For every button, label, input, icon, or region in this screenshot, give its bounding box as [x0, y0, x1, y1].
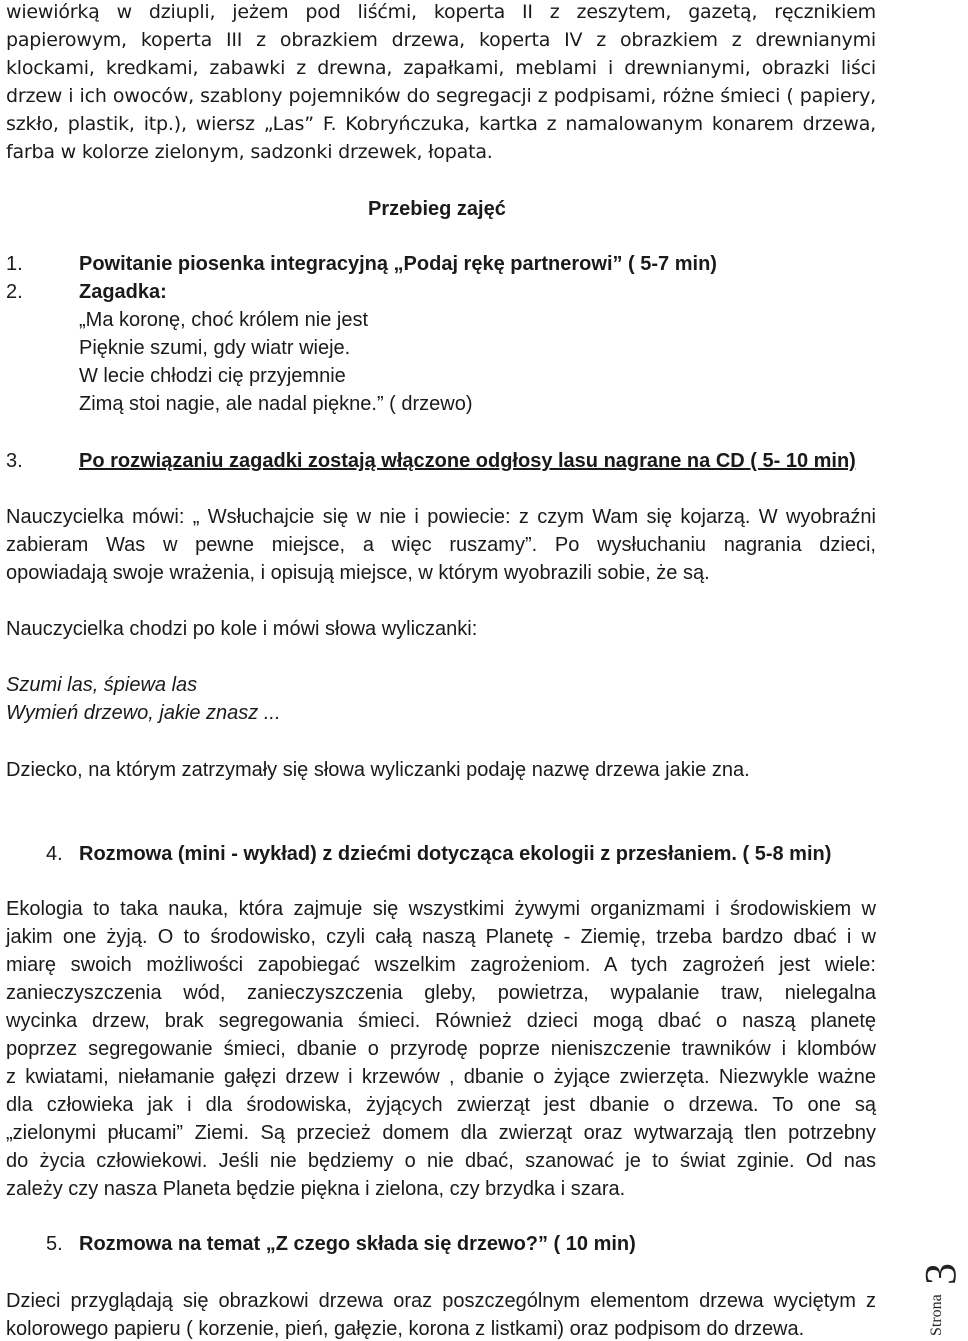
ecology-paragraph-line: jakim one żyją. O to środowisko, czyli całą naszą Planetę - Ziemię, trzeba bardzo dbać i w: [6, 926, 876, 948]
item-1-title: Powitanie piosenka integracyjną „Podaj rękę partnerowi” ( 5-7 min): [79, 253, 717, 275]
child-paragraph: Dziecko, na którym zatrzymały się słowa wyliczanki podaję nazwę drzewa jakie zna.: [6, 759, 750, 781]
item-4-number: 4.: [46, 843, 63, 865]
item-2-title: Zagadka:: [79, 281, 167, 303]
section-title: Przebieg zajęć: [368, 198, 506, 220]
item-3-number: 3.: [6, 450, 23, 472]
rhyme-line: Szumi las, śpiewa las: [6, 674, 198, 696]
riddle-line: „Ma koronę, choć królem nie jest: [79, 309, 369, 331]
ecology-paragraph-line: wycinka drzew, brak segregowania śmieci. Również dzieci mogą dbać o naszą planetę: [6, 1010, 876, 1032]
ecology-paragraph-line: zależy czy nasza Planeta będzie piękna i zielona, czy brzydka i szara.: [6, 1178, 626, 1200]
item-4-title: Rozmowa (mini - wykład) z dziećmi dotycząca ekologii z przesłaniem. ( 5-8 min): [79, 843, 832, 865]
item-1-number: 1.: [6, 253, 23, 275]
page-label: Strona: [928, 1294, 945, 1336]
ecology-paragraph-line: z kwiatami, niełamanie gałęzi drzew i krzewów , dbanie o żyjące zwierzęta. Niezwykle ważne: [6, 1066, 876, 1088]
ecology-paragraph-line: zanieczyszczenia wód, zanieczyszczenia gleby, powietrza, wypalanie traw, nielegalna: [6, 982, 876, 1004]
intro-line-5: szkło, plastik, itp.), wiersz „Las” F. Kobryńczuka, kartka z namalowanym konarem drzewa,: [6, 113, 876, 135]
intro-line-3: klockami, kredkami, zabawki z drewna, zapałkami, meblami i drewnianymi, obrazki liści: [6, 57, 876, 79]
item-5-title: Rozmowa na temat „Z czego składa się drzewo?” ( 10 min): [79, 1233, 636, 1255]
teacher-paragraph-line: opowiadają swoje wrażenia, i opisują miejsce, w którym wyobrazili sobie, że są.: [6, 562, 710, 584]
page-footer: [916, 1252, 968, 1340]
teacher-paragraph-line: zabieram Was w pewne miejsce, a więc ruszamy”. Po wysłuchaniu nagrania dzieci,: [6, 534, 876, 556]
walk-paragraph: Nauczycielka chodzi po kole i mówi słowa wyliczanki:: [6, 618, 478, 640]
riddle-line: Zimą stoi nagie, ale nadal piękne.” ( drzewo): [79, 393, 473, 415]
intro-line-1: wiewiórką w dziupli, jeżem pod liśćmi, koperta II z zeszytem, gazetą, ręcznikiem: [6, 1, 876, 23]
last-paragraph-line: kolorowego papieru ( korzenie, pień, gałęzie, korona z listkami) oraz podpisom do drzewa.: [6, 1318, 805, 1340]
last-paragraph-line: Dzieci przyglądają się obrazkowi drzewa oraz poszczególnym elementom drzewa wyciętym z: [6, 1290, 876, 1312]
intro-line-4: drzew i ich owoców, szablony pojemników do segregacji z podpisami, różne śmieci ( papiery,: [6, 85, 876, 107]
ecology-paragraph-line: do życia człowiekowi. Jeśli nie będziemy o nie dbać, szanować je to świat zginie. Od nas: [6, 1150, 876, 1172]
item-5-number: 5.: [46, 1233, 63, 1255]
riddle-line: W lecie chłodzi cię przyjemnie: [79, 365, 346, 387]
ecology-paragraph-line: „zielonymi płucami” Ziemi. Są przecież domem dla zwierząt oraz wytwarzają tlen potrzebny: [6, 1122, 876, 1144]
item-2-number: 2.: [6, 281, 23, 303]
ecology-paragraph-line: Ekologia to taka nauka, która zajmuje się wszystkimi żywymi organizmami i środowiskiem w: [6, 898, 876, 920]
ecology-paragraph-line: dla człowieka jak i dla środowiska, żyjących zwierząt jest dbanie o drzewa. To one są: [6, 1094, 876, 1116]
ecology-paragraph-line: miarę swoich możliwości zapobiegać wszelkim zagrożeniom. A tych zagrożeń jest wiele:: [6, 954, 876, 976]
intro-line-6: farba w kolorze zielonym, sadzonki drzewek, łopata.: [6, 141, 493, 163]
riddle-line: Pięknie szumi, gdy wiatr wieje.: [79, 337, 351, 359]
ecology-paragraph-line: poprzez segregowanie śmieci, dbanie o przyrodę poprze nieniszczenie trawników i klombów: [6, 1038, 876, 1060]
rhyme-line: Wymień drzewo, jakie znasz ...: [6, 702, 281, 724]
page-number: 3: [916, 1263, 965, 1285]
teacher-paragraph-line: Nauczycielka mówi: „ Wsłuchajcie się w nie i powiecie: z czym Wam się kojarzą. W wyobraźni: [6, 506, 876, 528]
intro-line-2: papierowym, koperta III z obrazkiem drzewa, koperta IV z obrazkiem z drewnianymi: [6, 29, 876, 51]
item-3-title: Po rozwiązaniu zagadki zostają włączone odgłosy lasu nagrane na CD ( 5- 10 min): [79, 450, 856, 472]
